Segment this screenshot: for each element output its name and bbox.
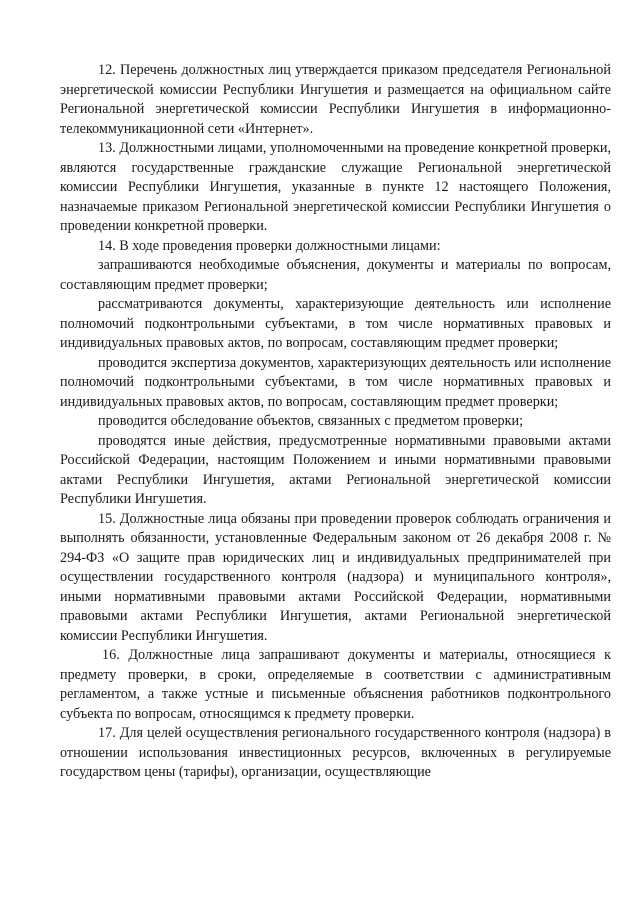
paragraph-13: 13. Должностными лицами, уполномоченными на проведение конкретной проверки, являются государственные гражданские служащие Региональной энергетической комиссии Республики Ингушетия, указанные в пункте 12 настоящего Положения, назначаемые приказом Региональной энергетической комиссии Республики Ингушетия о проведении конкретной проверки. [60, 140, 611, 234]
paragraph-17: 17. Для целей осуществления регионального государственного контроля (надзора) в отношении использования инвестиционных ресурсов, включенных в регулируемые государством цены (тарифы), организации, осуществляющие [60, 725, 611, 780]
paragraph-15: 15. Должностные лица обязаны при проведении проверок соблюдать ограничения и выполнять обязанности, установленные Федеральным законом от 26 декабря 2008 г. № 294-ФЗ «О защите прав юридических лиц и индивидуальных предпринимателей при осуществлении государственного контроля (надзора) и муниципального контроля», иными нормативными правовыми актами Российской Федерации, нормативными правовыми актами Республики Ингушетия, актами Региональной энергетической комиссии Республики Ингушетия. [60, 510, 611, 644]
list-item-document-expertise: проводится экспертиза документов, характеризующих деятельность или исполнение полномочий подконтрольными субъектами, в том числе нормативных правовых и индивидуальных правовых актов, по вопросам, составляющим предмет проверки; [60, 354, 611, 410]
list-item-document-review: рассматриваются документы, характеризующие деятельность или исполнение полномочий подконтрольными субъектами, в том числе нормативных правовых и индивидуальных правовых актов, по вопросам, составляющим предмет проверки; [60, 296, 611, 351]
paragraph-12: 12. Перечень должностных лиц утверждается приказом председателя Региональной энергетической комиссии Республики Ингушетия и размещается на официальном сайте Региональной энергетической комиссии Республики Ингушетия в информационно-телекоммуникационной сети «Интернет». [60, 62, 611, 137]
paragraph-14-intro: 14. В ходе проведения проверки должностными лицами: [98, 237, 441, 254]
document-body [60, 61, 611, 783]
list-item-object-inspection: проводится обследование объектов, связанных с предметом проверки; [98, 413, 524, 429]
paragraph-16: 16. Должностные лица запрашивают документы и материалы, относящиеся к предмету проверки, в сроки, определяемые в соответствии с административным регламентом, а также устные и письменные объяснения работников подконтрольного субъекта по вопросам, относящимся к предмету проверки. [60, 647, 611, 722]
list-item-explanations: запрашиваются необходимые объяснения, документы и материалы по вопросам, составляющим предмет проверки; [60, 257, 611, 293]
list-item-other-actions: проводятся иные действия, предусмотренные нормативными правовыми актами Российской Федерации, настоящим Положением и иными нормативными правовыми актами Республики Ингушетия, актами Региональной энергетической комиссии Республики Ингушетия. [60, 432, 611, 507]
